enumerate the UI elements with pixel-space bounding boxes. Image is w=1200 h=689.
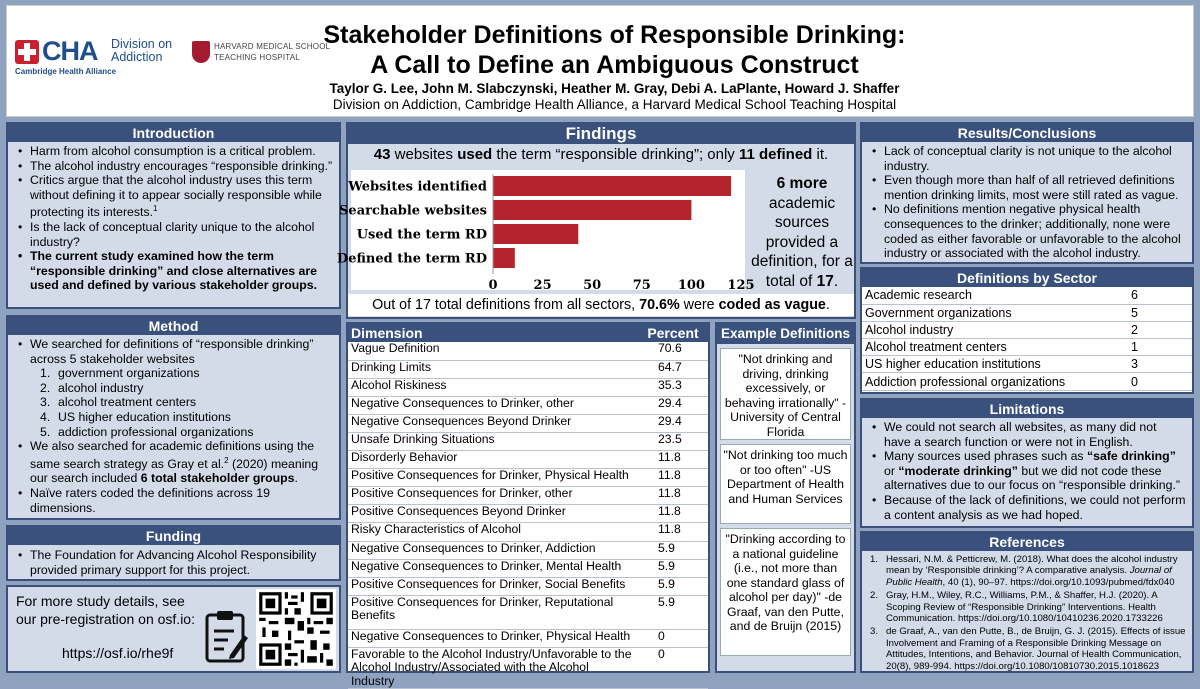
poster-affiliation: Division on Addiction, Cambridge Health Alliance, a Harvard Medical School Teaching Hospital xyxy=(332,97,897,112)
summary-t2: the term “responsible drinking”; only xyxy=(492,146,739,163)
dimension-label: Negative Consequences to Drinker, other xyxy=(348,396,638,414)
findings-summary xyxy=(348,144,854,166)
sector-count: 6 xyxy=(1128,287,1192,304)
ref1-a: Hessari, N.M. & Petticrew, M. (2018). What does the alcohol industry mean by ‘Responsible drinking’? A comparative analysis. xyxy=(886,554,1178,577)
academic-note-text: academic sources provided a definition, for a total of xyxy=(751,194,853,290)
results-bullet-2: • Even though more than half of all retrieved definitions mention drinking limits, most were still rated as vague. xyxy=(870,173,1186,202)
bar-category-label: Searchable websites xyxy=(339,203,487,219)
dimension-row xyxy=(348,432,708,450)
x-tick-label: 25 xyxy=(533,278,552,293)
dimension-row xyxy=(348,559,708,577)
title-block xyxy=(307,20,922,113)
dimension-percent: 5.9 xyxy=(638,595,708,629)
cha-logo xyxy=(15,38,185,82)
x-tick-label: 0 xyxy=(488,278,498,293)
dimension-label: Unsafe Drinking Situations xyxy=(348,432,638,450)
method-sup: 2 xyxy=(224,455,229,465)
vague-e: . xyxy=(825,297,830,313)
poster-title-line1: Stakeholder Definitions of Responsible Drinking: xyxy=(323,21,906,49)
method-b2-b: (2020) meaning our search included xyxy=(30,456,319,486)
reference-3: 3. de Graaf, A., van den Putte, B., de Bruijn, G. J. (2015). Effects of issue Involvement and Framing of a Responsible Drinking Message on Attitudes, Intentions, and Behavior. Journal of Health Communication, 20(8), 989-994. https://doi.org/10.1080/10810730.2015.1018623 xyxy=(870,626,1186,672)
dimension-col-header: Dimension xyxy=(351,325,423,341)
dimension-row xyxy=(348,523,708,541)
method-title: Method xyxy=(8,317,339,335)
vague-pct: 70.6% xyxy=(639,297,680,313)
cha-name: Cambridge Health Alliance xyxy=(15,67,117,76)
summary-t3: it. xyxy=(812,146,829,163)
method-b2-a: We also searched for academic definitions using the same search strategy as Gray et al. xyxy=(30,439,315,471)
example-definition-1: "Not drinking and driving, drinking excessively, or behaving irrationally" -University of Central Florida xyxy=(720,348,851,440)
x-tick-label: 50 xyxy=(583,278,602,293)
dimension-percent: 70.6 xyxy=(638,342,708,360)
ref1-journal: Journal of Public Health xyxy=(886,565,1172,588)
sectors-title: Definitions by Sector xyxy=(862,269,1192,287)
dimension-table-header xyxy=(348,324,708,342)
dimension-percent: 0 xyxy=(638,629,708,647)
vague-d: coded as vague xyxy=(718,297,826,313)
summary-b1: used xyxy=(457,146,493,163)
method-bullet-1-text: We searched for definitions of “responsible drinking” across 5 stakeholder websites xyxy=(30,337,314,366)
method-bullet-3: • Naïve raters coded the definitions across 19 dimensions. xyxy=(16,486,333,515)
dimension-row xyxy=(348,360,708,378)
dimension-label: Negative Consequences to Drinker, Addiction xyxy=(348,541,638,559)
poster-header xyxy=(6,5,1194,117)
chart-area xyxy=(336,170,755,293)
websites-defined-count: 11 xyxy=(738,146,755,163)
intro-bullet-3-text: Critics argue that the alcohol industry uses this term without defining it to appear socially responsible while protecting its interests. xyxy=(30,173,322,220)
dimension-label: Positive Consequences for Drinker, Social Benefits xyxy=(348,577,638,595)
dimension-row xyxy=(348,414,708,432)
dimension-percent: 5.9 xyxy=(638,577,708,595)
dimension-percent: 11.8 xyxy=(638,451,708,469)
poster-authors: Taylor G. Lee, John M. Slabczynski, Heather M. Gray, Debi A. LaPlante, Howard J. Shaffer xyxy=(329,81,900,96)
hms-line2: TEACHING HOSPITAL xyxy=(214,53,300,62)
dimension-percent: 11.8 xyxy=(638,523,708,541)
bar-category-label: Websites identified xyxy=(348,179,487,195)
x-tick-label: 100 xyxy=(677,278,705,293)
limitations-bullet-2 xyxy=(870,449,1186,493)
method-list-item: 1. government organizations xyxy=(40,366,333,381)
dimension-label: Drinking Limits xyxy=(348,360,638,378)
dimension-percent: 64.7 xyxy=(638,360,708,378)
bar xyxy=(493,224,578,244)
dimension-label: Favorable to the Alcohol Industry/Unfavorable to the Alcohol Industry/Associated with the Alcohol Industry xyxy=(348,647,638,689)
results-bullet-3: • No definitions mention negative physical health consequences to the drinker; additionally, none were coded as either favorable or unfavorable to the alcohol industry or associated with the alcohol industry. xyxy=(870,202,1186,260)
dimension-row xyxy=(348,505,708,523)
method-bullet-1 xyxy=(16,337,333,439)
sector-row xyxy=(862,321,1192,338)
sector-count: 2 xyxy=(1128,321,1192,338)
limitations-title: Limitations xyxy=(862,400,1192,418)
osf-panel xyxy=(6,585,341,673)
cha-mark: CHA xyxy=(42,36,98,66)
dimension-label: Positive Consequences for Drinker, other xyxy=(348,487,638,505)
dimension-row xyxy=(348,378,708,396)
sector-label: Alcohol treatment centers xyxy=(862,339,1128,356)
dimension-row xyxy=(348,469,708,487)
introduction-title: Introduction xyxy=(8,124,339,142)
dimension-label: Vague Definition xyxy=(348,342,638,360)
sector-row xyxy=(862,373,1192,390)
intro-bullet-4: • Is the lack of conceptual clarity unique to the alcohol industry? xyxy=(16,220,333,249)
dimension-label: Disorderly Behavior xyxy=(348,451,638,469)
dimension-percent: 11.8 xyxy=(638,469,708,487)
funding-panel xyxy=(6,525,341,581)
dimension-label: Alcohol Riskiness xyxy=(348,378,638,396)
poster-title-line2: A Call to Define an Ambiguous Construct xyxy=(370,51,859,79)
sector-row xyxy=(862,339,1192,356)
dimension-row xyxy=(348,629,708,647)
x-tick-label: 125 xyxy=(727,278,755,293)
dimension-percent: 29.4 xyxy=(638,414,708,432)
dimension-percent: 23.5 xyxy=(638,432,708,450)
dimension-row xyxy=(348,595,708,629)
vague-a: Out of 17 total definitions from all sectors, xyxy=(372,297,640,313)
x-tick-label: 75 xyxy=(632,278,651,293)
academic-note-end: . xyxy=(833,272,839,290)
summary-t1: websites xyxy=(390,146,458,163)
sector-count: 3 xyxy=(1128,356,1192,373)
reference-2: 2. Gray, H.M., Wiley, R.C., Williams, P.M., & Shaffer, H.J. (2020). A Scoping Review of “Responsible Drinking” Interventions. Health Communication. https://doi.org/10.1080/10410236.2020.1733226 xyxy=(870,590,1186,624)
limitations-bullet-1: • We could not search all websites, as many did not have a search function or were not in English. xyxy=(870,420,1186,449)
sector-label: Addiction professional organizations xyxy=(862,373,1128,390)
cha-division: Division on Addiction xyxy=(111,37,173,64)
summary-b2: defined xyxy=(754,146,813,163)
sectors-table xyxy=(862,287,1192,391)
percent-col-header: Percent xyxy=(647,325,699,341)
method-list-item: 2. alcohol industry xyxy=(40,381,333,396)
dimension-row xyxy=(348,577,708,595)
osf-text: For more study details, see our pre-registration on osf.io: xyxy=(16,593,195,627)
method-b2-bold: 6 total stakeholder groups xyxy=(140,471,295,486)
references-panel xyxy=(860,531,1194,673)
academic-note xyxy=(750,174,854,291)
dimension-label: Negative Consequences to Drinker, Physical Health xyxy=(348,629,638,647)
dimension-label: Positive Consequences for Drinker, Reputational Benefits xyxy=(348,595,638,629)
dimension-row xyxy=(348,396,708,414)
dimension-percent: 5.9 xyxy=(638,559,708,577)
method-list-item: 4. US higher education institutions xyxy=(40,410,333,425)
clipboard-icon xyxy=(204,609,250,665)
dimension-row xyxy=(348,487,708,505)
websites-used-count: 43 xyxy=(373,146,391,163)
sector-count: 1 xyxy=(1128,339,1192,356)
sector-label: Academic research xyxy=(862,287,1128,304)
method-panel xyxy=(6,315,341,520)
bar xyxy=(493,176,731,196)
dimension-label: Risky Characteristics of Alcohol xyxy=(348,523,638,541)
dimension-table xyxy=(348,342,708,689)
lim-b2-d: “moderate drinking” xyxy=(898,463,1018,478)
example-definition-3: "Drinking according to a national guideline (i.e., not more than one standard glass of alcohol per day)" -de Graaf, van den Putte, and de Bruijn (2015) xyxy=(720,528,851,656)
results-bullet-1: • Lack of conceptual clarity is not unique to the alcohol industry. xyxy=(870,144,1186,173)
bar xyxy=(493,248,515,268)
dimension-percent: 11.8 xyxy=(638,505,708,523)
limitations-panel xyxy=(860,398,1194,528)
sector-row xyxy=(862,304,1192,321)
ref1-b: , 40 (1), 90–97. https://doi.org/10.1093/pubmed/fdx040 xyxy=(942,576,1175,588)
dimension-row xyxy=(348,647,708,689)
findings-title: Findings xyxy=(348,124,854,144)
findings-bar-chart xyxy=(336,170,755,293)
sector-count: 0 xyxy=(1128,373,1192,390)
funding-title: Funding xyxy=(8,527,339,545)
sector-row xyxy=(862,287,1192,304)
sector-label: Government organizations xyxy=(862,304,1128,321)
example-definition-2: "Not drinking too much or too often" -US Department of Health and Human Services xyxy=(720,444,851,524)
dimension-percent: 0 xyxy=(638,647,708,689)
sector-label: US higher education institutions xyxy=(862,356,1128,373)
lim-b2-e: but we did not code these alternatives due to our focus on “responsible drinking.” xyxy=(884,463,1180,493)
lim-b2-c: or xyxy=(884,463,899,478)
intro-bullet-3 xyxy=(16,173,333,220)
dimension-percent: 5.9 xyxy=(638,541,708,559)
hms-line1: HARVARD MEDICAL SCHOOL xyxy=(214,42,331,51)
examples-title: Example Definitions xyxy=(717,324,854,344)
dimension-percent: 11.8 xyxy=(638,487,708,505)
sectors-panel xyxy=(860,267,1194,394)
examples-panel xyxy=(715,322,856,673)
funding-bullet: • The Foundation for Advancing Alcohol Responsibility provided primary support for this project. xyxy=(16,548,333,577)
method-list-item: 3. alcohol treatment centers xyxy=(40,395,333,410)
dimension-row xyxy=(348,541,708,559)
intro-bullet-1: • Harm from alcohol consumption is a critical problem. xyxy=(16,144,333,159)
bar xyxy=(493,200,691,220)
reference-1 xyxy=(870,554,1186,588)
intro-bullet-5: • The current study examined how the term “responsible drinking” and close alternatives are used and defined by various stakeholder groups. xyxy=(16,249,333,293)
vague-summary xyxy=(348,294,854,316)
dimension-label: Negative Consequences Beyond Drinker xyxy=(348,414,638,432)
sector-count: 5 xyxy=(1128,304,1192,321)
method-bullet-2 xyxy=(16,439,333,486)
lim-b2-a: Many sources used phrases such as xyxy=(884,449,1088,464)
shield-icon xyxy=(192,41,210,63)
cross-icon xyxy=(15,40,39,64)
limitations-bullet-3: • Because of the lack of definitions, we could not perform a content analysis as we had hoped. xyxy=(870,493,1186,522)
results-panel xyxy=(860,122,1194,264)
dimension-label: Positive Consequences for Drinker, Physical Health xyxy=(348,469,638,487)
references-title: References xyxy=(862,533,1192,551)
dimension-label: Positive Consequences Beyond Drinker xyxy=(348,505,638,523)
results-title: Results/Conclusions xyxy=(862,124,1192,142)
bar-category-label: Defined the term RD xyxy=(336,251,487,267)
sector-label: Alcohol industry xyxy=(862,321,1128,338)
introduction-panel xyxy=(6,122,341,309)
method-list-item: 5. addiction professional organizations xyxy=(40,425,333,440)
lim-b2-b: “safe drinking” xyxy=(1087,449,1176,464)
method-b2-c: . xyxy=(294,471,298,486)
vague-c: were xyxy=(679,297,719,313)
dimension-percent: 29.4 xyxy=(638,396,708,414)
qr-code[interactable] xyxy=(256,589,336,669)
osf-url[interactable]: https://osf.io/rhe9f xyxy=(62,645,174,661)
dimension-label: Negative Consequences to Drinker, Mental Health xyxy=(348,559,638,577)
dimension-table-panel xyxy=(346,322,710,688)
dimension-percent: 35.3 xyxy=(638,378,708,396)
dimension-row xyxy=(348,342,708,360)
academic-note-total: 17 xyxy=(816,272,834,290)
intro-bullet-2: • The alcohol industry encourages “responsible drinking.” xyxy=(16,159,333,174)
dimension-row xyxy=(348,451,708,469)
intro-sup: 1 xyxy=(153,204,158,214)
sector-row xyxy=(862,356,1192,373)
academic-note-bold: 6 more xyxy=(776,175,828,192)
bar-category-label: Used the term RD xyxy=(356,227,487,243)
findings-panel xyxy=(336,122,856,319)
